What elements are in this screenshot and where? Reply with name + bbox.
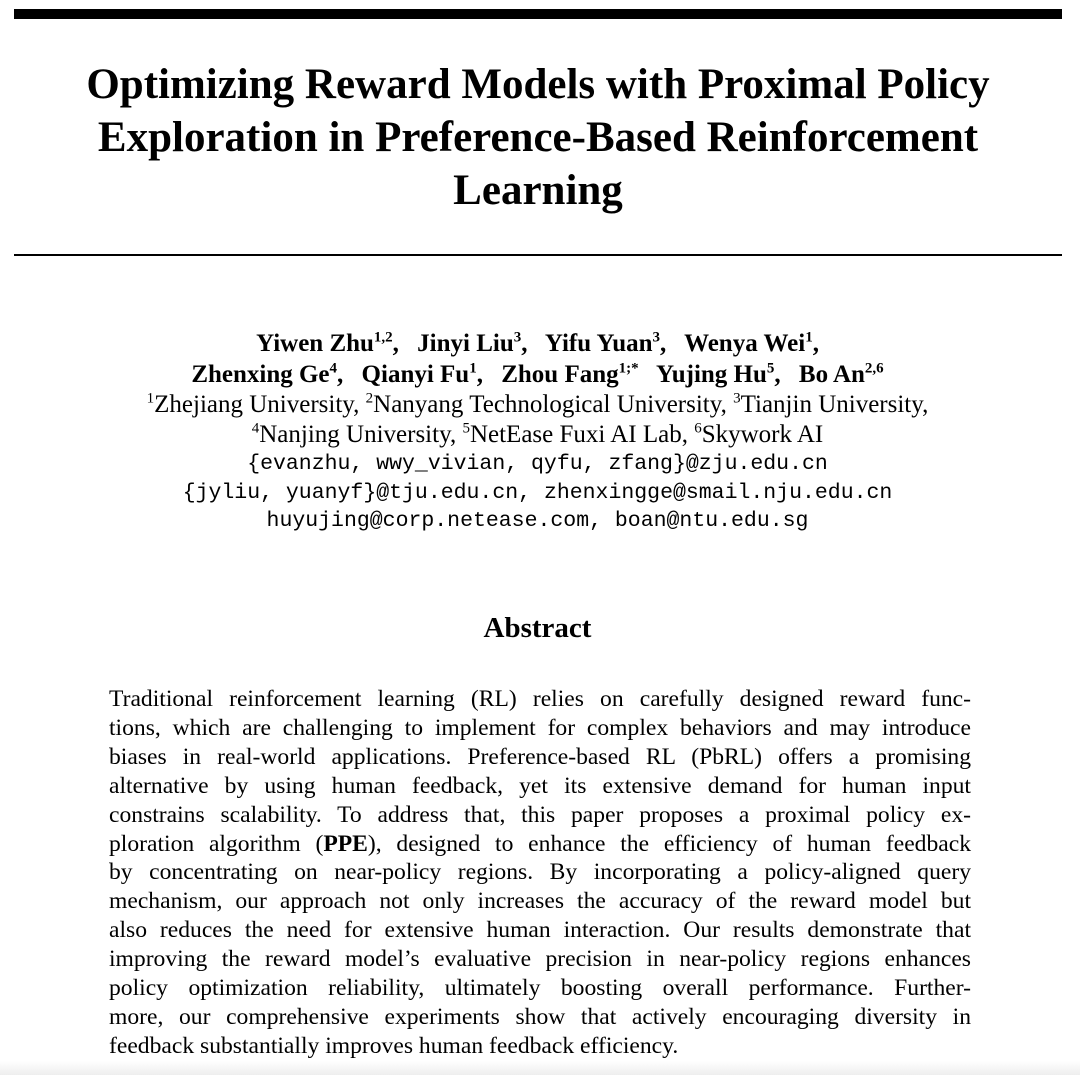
author-affiliation: 1 [469,360,477,377]
abstract-line: alternative by using human feedback, yet its extensive demand for human input [109,772,971,799]
abstract-line: improving the reward model’s evaluative precision in near-policy regions enhances [109,946,971,973]
author-affiliation: 1,2 [373,329,393,346]
abstract-line: policy optimization reliability, ultimately boosting overall performance. Further- [109,975,971,1002]
affiliation-name: NetEase Fuxi AI Lab [469,421,682,448]
author-affiliation: 4 [329,360,338,377]
corresponding-mark: * [631,360,639,377]
abstract-line: by concentrating on near-policy regions. By incorporating a policy-aligned query [109,859,971,886]
affiliation-name: Nanyang Technological University [373,391,721,418]
page-bottom-shadow [0,1061,1080,1075]
abstract-line: tions, which are challenging to implement for complex behaviors and may introduce [109,714,971,741]
email-line-2: {jyliu, yuanyf}@tju.edu.cn, zhenxingge@smail.nju.edu.cn [182,480,893,505]
author-name: Zhenxing Ge [191,361,330,388]
author-name: Yujing Hu [655,361,767,388]
affiliation-line-1: $^1$Zhejiang University, $^2$Nanyang Technological University, $^3$Tianjin University, [146,390,929,418]
author-affiliation: 3 [513,329,522,346]
author-affiliation: 5 [766,360,775,377]
affiliation-name: Tianjin University [740,391,923,418]
affiliation-line-2: $^4$Nanjing University, $^5$NetEase Fuxi AI Lab, $^6$Skywork AI [251,420,824,448]
title-rule [14,254,1062,256]
author-name: Bo An [798,361,865,388]
affiliation-name: Nanjing University [259,421,450,448]
abstract-line: more, our comprehensive experiments show that actively encouraging diversity in [109,1003,971,1030]
author-name: Yiwen Zhu [256,330,374,357]
email-line-3: huyujing@corp.netease.com, boan@ntu.edu.sg [266,509,809,533]
affiliation-name: Zhejiang University [154,391,354,418]
abstract-line: constrains scalability. To address that, this paper proposes a proximal policy ex- [109,801,971,828]
author-block [0,328,1075,536]
author-affiliation: 2,6 [864,360,884,377]
author-line-1: Yiwen Zhu$^{1,2}$, Jinyi Liu$^3$, Yifu Yuan$^3$, Wenya Wei$^1$, [256,329,819,357]
paper-title: Optimizing Reward Models with Proximal Policy Exploration in Preference-Based Reinforcement Learning [86,61,990,214]
author-name: Qianyi Fu [361,361,470,388]
author-affiliation: 3 [652,329,661,346]
abstract-heading: Abstract [483,612,592,644]
abstract-line: ploration algorithm (PPE), designed to enhance the efficiency of human feedback [109,830,972,857]
abstract-text [109,685,971,1061]
author-name: Yifu Yuan [544,330,653,357]
author-name: Jinyi Liu [417,330,514,357]
abstract-line: biases in real-world applications. Preference-based RL (PbRL) offers a promising [109,743,971,770]
abstract-line: Traditional reinforcement learning (RL) relies on carefully designed reward func- [109,686,971,712]
email-line-1: {evanzhu, wwy_vivian, qyfu, zfang}@zju.edu.cn [247,452,828,476]
ppe-acronym: PPE [323,830,368,857]
author-name: Zhou Fang [501,361,619,388]
abstract-line: also reduces the need for extensive human interaction. Our results demonstrate that [109,917,971,944]
abstract-line: feedback substantially improves human feedback efficiency. [109,1032,679,1059]
top-rule [14,9,1062,19]
author-affiliation: 1;* [618,360,639,377]
author-name: Wenya Wei [684,330,806,357]
affiliation-name: Skywork AI [701,421,824,448]
abstract-line: mechanism, our approach not only increases the accuracy of the reward model but [109,888,971,915]
author-affiliation: 1 [805,329,813,346]
author-line-2: Zhenxing Ge$^4$, Qianyi Fu$^1$, Zhou Fang$^{1;*}$ Yujing Hu$^5$, Bo An$^{2,6}$ [191,360,884,388]
